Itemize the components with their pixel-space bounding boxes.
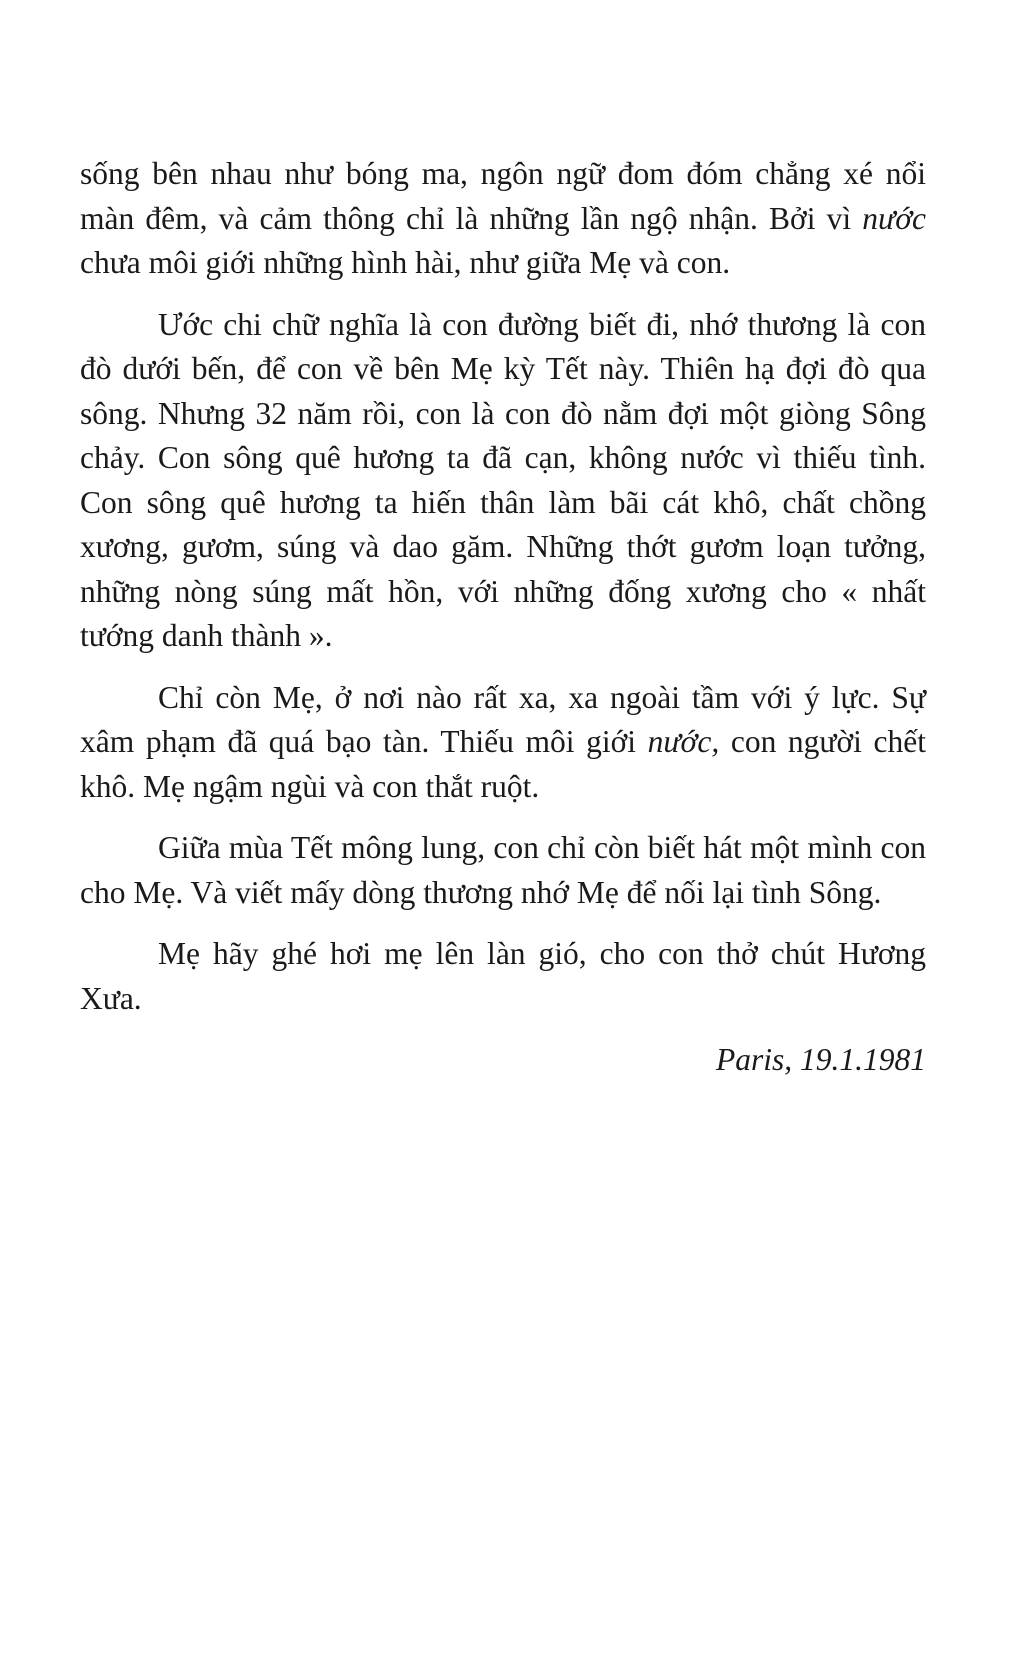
paragraph-1-italic-word: nước	[862, 200, 926, 236]
paragraph-3-text-a: Chỉ còn Mẹ, ở nơi nào rất xa, xa ngoài tầm với ý lực. Sự xâm phạm đã quá bạo tàn. Thiếu môi giới	[80, 679, 926, 759]
paragraph-1-text-b: chưa môi giới những hình hài, như giữa Mẹ và con.	[80, 245, 731, 280]
paragraph-2-text: Ước chi chữ nghĩa là con đường biết đi, nhớ thương là con đò dưới bến, để con về bên Mẹ kỳ Tết này. Thiên hạ đợi đò qua sông. Nhưng 32 năm rồi, con là con đò nằm đợi một giòng Sông chảy. Con sông quê hương ta đã cạn, không nước vì thiếu tình. Con sông quê hương ta hiến thân làm bãi cát khô, chất chồng xương, gươm, súng và dao găm. Những thớt gươm loạn tưởng, những nòng súng mất hồn, với những đống xương cho « nhất tướng danh thành ».	[80, 306, 926, 653]
paragraph-3-text-b: con người chết khô. Mẹ ngậm ngùi và con thắt ruột.	[80, 724, 926, 804]
paragraph-1-text-a: sống bên nhau như bóng ma, ngôn ngữ đom đóm chẳng xé nổi màn đêm, và cảm thông chỉ là những lần ngộ nhận. Bởi vì	[80, 156, 926, 236]
paragraph-4-text: Giữa mùa Tết mông lung, con chỉ còn biết hát một mình con cho Mẹ. Và viết mấy dòng thương nhớ Mẹ để nối lại tình Sông.	[80, 830, 926, 910]
document-page	[80, 152, 926, 1100]
paragraph-5-text: Mẹ hãy ghé hơi mẹ lên làn gió, cho con thở chút Hương Xưa.	[80, 936, 926, 1016]
paragraph-4	[80, 826, 926, 915]
paragraph-1	[80, 152, 926, 286]
signature-place-date: Paris, 19.1.1981	[715, 1042, 926, 1077]
paragraph-5	[80, 932, 926, 1021]
paragraph-2	[80, 303, 926, 659]
paragraph-3-italic-word: nước,	[647, 724, 720, 759]
paragraph-3	[80, 676, 926, 810]
